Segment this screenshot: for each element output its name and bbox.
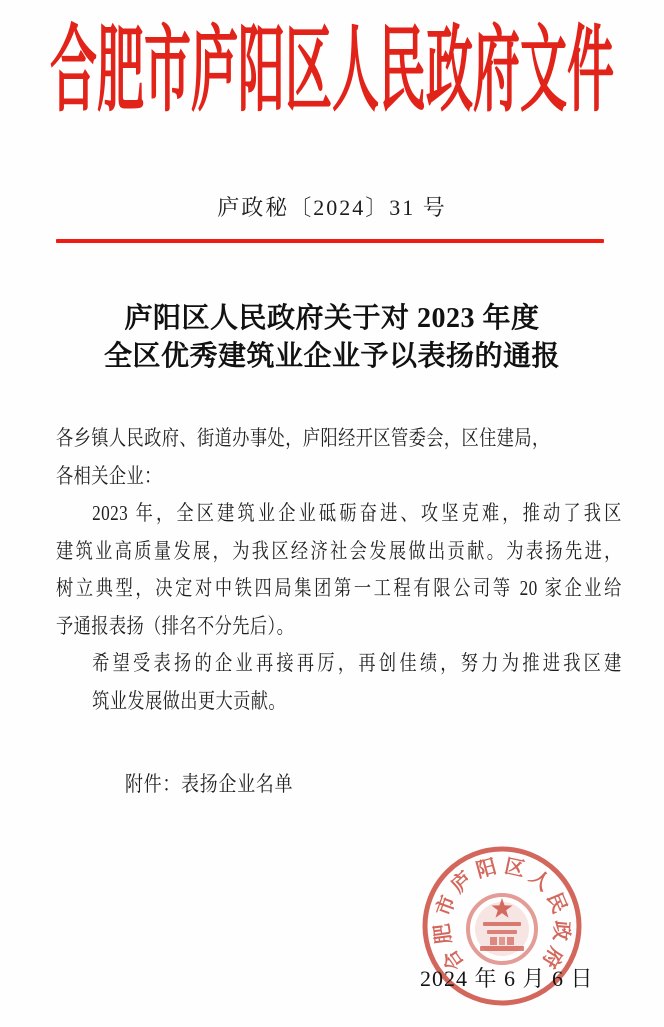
document-title-line-2: 全区优秀建筑业企业予以表扬的通报 [103,341,560,372]
document-body [56,420,622,720]
seal-char: 府 [537,942,567,972]
body-line: 建筑业高质量发展，为我区经济社会发展做出贡献。为表扬先进， [56,538,622,563]
national-emblem-icon [468,895,536,963]
body-line: 予通报表扬（排名不分先后）。 [56,613,295,638]
document-masthead [0,20,664,130]
seal-char: 合 [438,945,469,975]
red-separator-rule [56,239,604,243]
seal-char: 肥 [431,922,456,946]
seal-char: 民 [542,889,571,917]
body-line: 各相关企业： [56,463,162,488]
document-number: 庐政秘〔2024〕31 号 [217,195,447,220]
masthead-title: 合肥市庐阳区人民政府文件 [50,20,614,124]
seal-char: 区 [502,855,527,882]
body-line: 希望受表扬的企业再接再厉，再创佳绩，努力为推进我区建 [92,651,622,675]
document-title-line-1: 庐阳区人民政府关于对 2023 年度 [124,303,540,334]
body-line: 筑业发展做出更大贡献。 [92,688,287,713]
document-title [0,300,664,376]
body-line: 树立典型，决定对中铁四局集团第一工程有限公司等 20 家企业给 [56,576,622,600]
body-line: 各乡镇人民政府、街道办事处，庐阳经开区管委会，区住建局， [56,426,550,450]
seal-char: 政 [549,919,573,942]
body-line: 2023 年，全区建筑业企业砥砺奋进、攻坚克难，推动了我区 [92,501,622,525]
seal-char: 市 [432,892,461,920]
seal-char: 庐 [447,867,477,898]
seal-char: 阳 [473,855,500,883]
attachment-note: 附件：表扬企业名单 [125,772,294,796]
seal-char: 人 [524,865,555,896]
issue-date: 2024 年 6 月 6 日 [420,966,594,991]
